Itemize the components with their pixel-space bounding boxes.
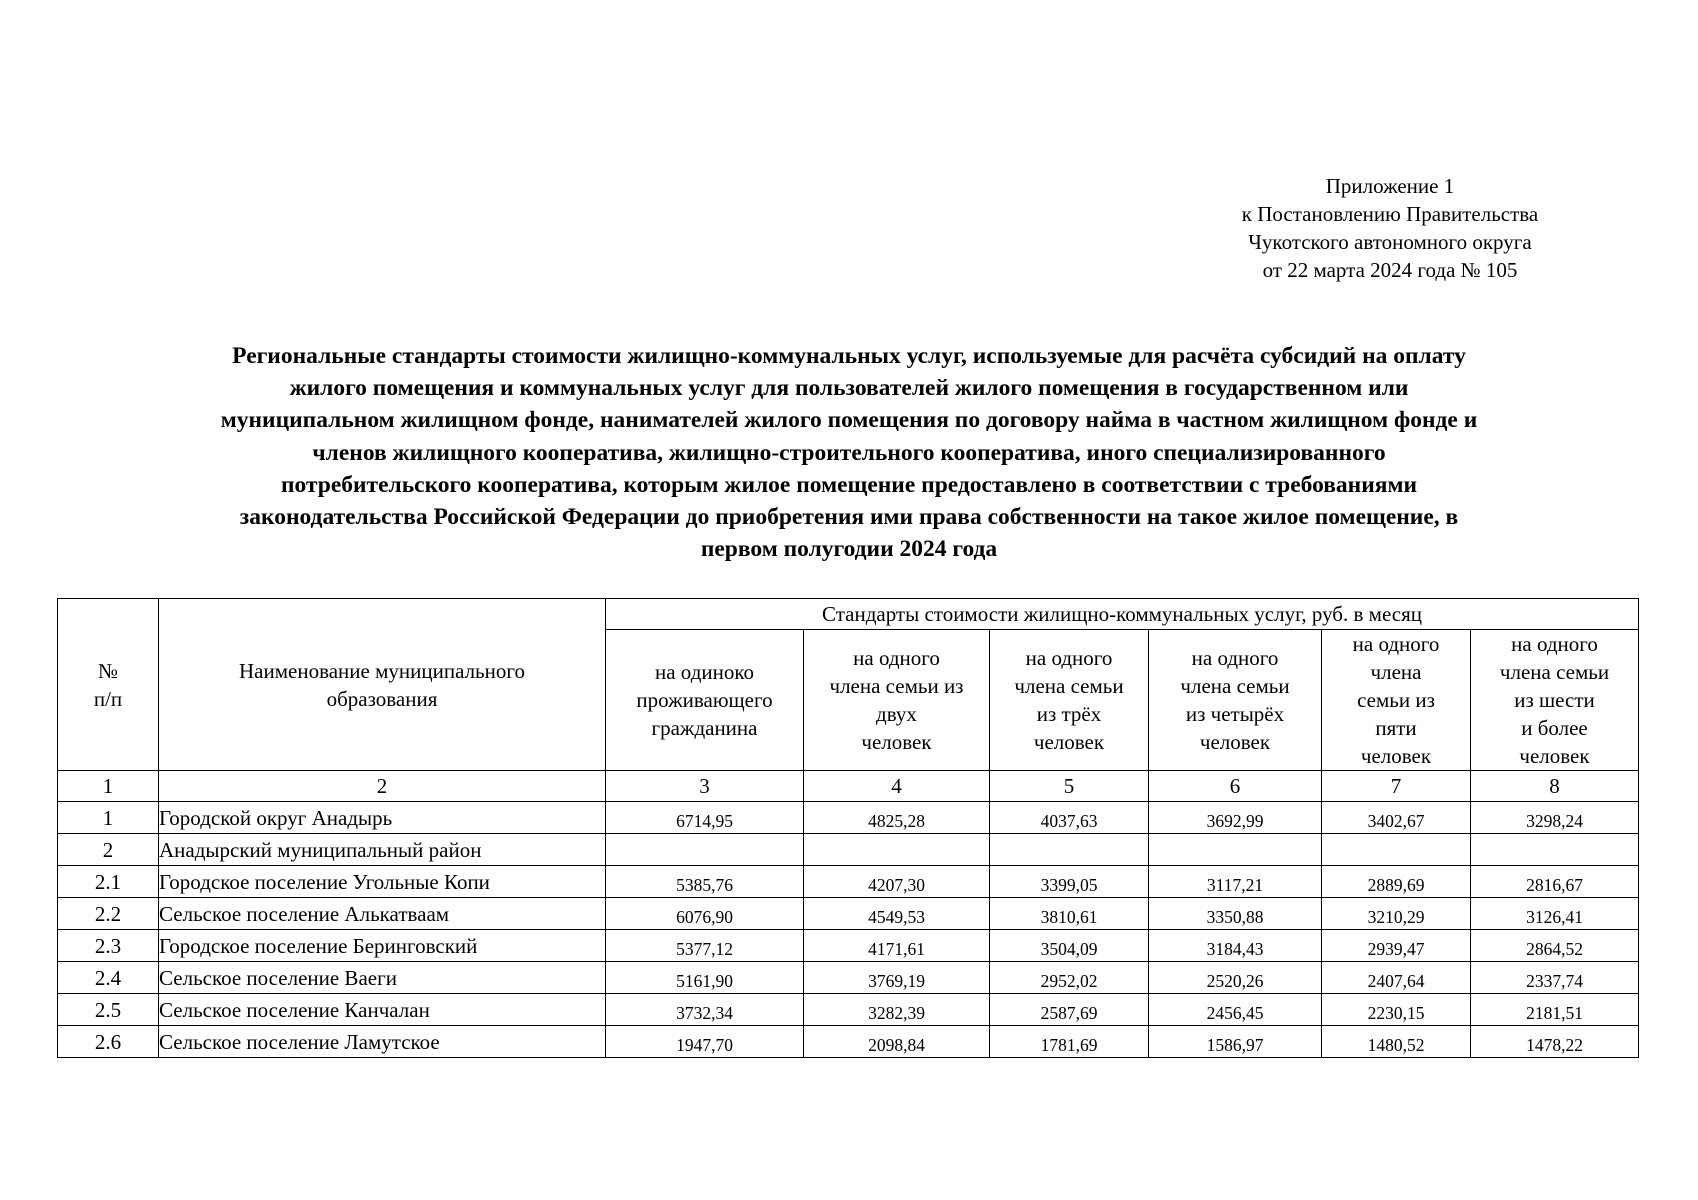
header-column-4 <box>804 630 990 771</box>
title-line: законодательства Российской Федерации до приобретения ими права собственности на такое жилое помещение, в <box>239 504 1459 531</box>
cost-value-cell: 2864,52 <box>1471 930 1639 962</box>
cost-value-cell: 3732,34 <box>606 994 804 1026</box>
header-column-text: на одного члена семьи из пяти человек <box>1352 632 1440 768</box>
row-number-cell: 2.3 <box>58 930 159 962</box>
cost-value-cell: 3810,61 <box>990 898 1149 930</box>
cost-value-cell: 3399,05 <box>990 866 1149 898</box>
header-column-8 <box>1471 630 1639 771</box>
header-column-6 <box>1149 630 1322 771</box>
header-name-text: Наименование муниципального образования <box>239 658 525 711</box>
cost-value-cell: 3692,99 <box>1149 802 1322 834</box>
municipality-name-cell: Анадырский муниципальный район <box>159 834 606 866</box>
cost-value-cell: 1947,70 <box>606 1026 804 1058</box>
cost-value-cell: 3282,39 <box>804 994 990 1026</box>
row-number-cell: 2.4 <box>58 962 159 994</box>
municipality-name-cell: Городское поселение Угольные Копи <box>159 866 606 898</box>
cost-value-cell: 4825,28 <box>804 802 990 834</box>
header-column-5 <box>990 630 1149 771</box>
header-column-text: на одиноко проживающего гражданина <box>636 660 773 740</box>
cost-value-cell: 2230,15 <box>1322 994 1471 1026</box>
title-line: потребительского кооператива, которым жилое помещение предоставлено в соответствии с требованиями <box>280 471 1418 498</box>
title-line: первом полугодии 2024 года <box>700 536 998 563</box>
cost-value-cell: 3402,67 <box>1322 802 1471 834</box>
cost-value-cell: 2456,45 <box>1149 994 1322 1026</box>
cost-value-cell: 3769,19 <box>804 962 990 994</box>
table-row <box>58 962 1639 994</box>
cost-value-cell <box>804 834 990 866</box>
appendix-line: Чукотского автономного округа <box>1248 230 1532 254</box>
cost-value-cell <box>1322 834 1471 866</box>
column-number-cell: 6 <box>1149 771 1322 802</box>
cost-value-cell: 4549,53 <box>804 898 990 930</box>
header-number <box>58 599 159 771</box>
appendix-line: к Постановлению Правительства <box>1241 202 1539 226</box>
row-number-cell: 2.5 <box>58 994 159 1026</box>
cost-value-cell: 5385,76 <box>606 866 804 898</box>
cost-value-cell: 3184,43 <box>1149 930 1322 962</box>
column-number-cell: 2 <box>159 771 606 802</box>
column-number-cell: 4 <box>804 771 990 802</box>
cost-value-cell: 3350,88 <box>1149 898 1322 930</box>
cost-value-cell: 1586,97 <box>1149 1026 1322 1058</box>
municipality-name-cell: Сельское поселение Канчалан <box>159 994 606 1026</box>
header-number-text: № п/п <box>93 658 123 711</box>
municipality-name-cell: Сельское поселение Алькатваам <box>159 898 606 930</box>
cost-value-cell <box>606 834 804 866</box>
municipality-name-cell: Городское поселение Беринговский <box>159 930 606 962</box>
table-row <box>58 866 1639 898</box>
column-number-cell: 3 <box>606 771 804 802</box>
cost-value-cell: 3298,24 <box>1471 802 1639 834</box>
cost-value-cell: 5161,90 <box>606 962 804 994</box>
header-column-3 <box>606 630 804 771</box>
cost-value-cell: 4171,61 <box>804 930 990 962</box>
cost-value-cell: 3126,41 <box>1471 898 1639 930</box>
header-column-text: на одного члена семьи из двух человек <box>829 646 964 754</box>
cost-value-cell: 4207,30 <box>804 866 990 898</box>
header-column-7 <box>1322 630 1471 771</box>
column-number-cell: 1 <box>58 771 159 802</box>
header-name <box>159 599 606 771</box>
cost-value-cell: 2587,69 <box>990 994 1149 1026</box>
document-title <box>60 340 1638 565</box>
appendix-block <box>1180 172 1600 284</box>
municipality-name-cell: Сельское поселение Ламутское <box>159 1026 606 1058</box>
cost-value-cell: 2407,64 <box>1322 962 1471 994</box>
title-line: муниципальном жилищном фонде, нанимателей жилого помещения по договору найма в частном жилищном фонде и <box>220 407 1478 434</box>
cost-value-cell <box>990 834 1149 866</box>
table-row <box>58 834 1639 866</box>
cost-value-cell: 3117,21 <box>1149 866 1322 898</box>
column-numbers-row <box>58 771 1639 802</box>
column-number-cell: 8 <box>1471 771 1639 802</box>
header-column-text: на одного члена семьи из шести и более человек <box>1499 632 1610 768</box>
title-line: жилого помещения и коммунальных услуг для пользователей жилого помещения в государственном или <box>289 375 1409 402</box>
row-number-cell: 2.2 <box>58 898 159 930</box>
cost-value-cell: 2952,02 <box>990 962 1149 994</box>
header-column-text: на одного члена семьи из четырёх человек <box>1180 646 1290 754</box>
cost-value-cell: 1478,22 <box>1471 1026 1639 1058</box>
table-row <box>58 994 1639 1026</box>
municipality-name-cell: Сельское поселение Ваеги <box>159 962 606 994</box>
cost-value-cell: 2520,26 <box>1149 962 1322 994</box>
cost-value-cell: 2816,67 <box>1471 866 1639 898</box>
table-row <box>58 930 1639 962</box>
cost-value-cell: 2889,69 <box>1322 866 1471 898</box>
cost-value-cell: 2939,47 <box>1322 930 1471 962</box>
cost-value-cell: 2098,84 <box>804 1026 990 1058</box>
cost-value-cell: 1781,69 <box>990 1026 1149 1058</box>
header-group-text: Стандарты стоимости жилищно-коммунальных услуг, руб. в месяц <box>821 602 1423 626</box>
title-line: Региональные стандарты стоимости жилищно-коммунальных услуг, используемые для расчёта субсидий на оплату <box>232 343 1466 369</box>
cost-value-cell: 4037,63 <box>990 802 1149 834</box>
cost-value-cell: 1480,52 <box>1322 1026 1471 1058</box>
row-number-cell: 2.1 <box>58 866 159 898</box>
row-number-cell: 2 <box>58 834 159 866</box>
appendix-line: Приложение 1 <box>1325 174 1455 198</box>
cost-value-cell: 6076,90 <box>606 898 804 930</box>
cost-value-cell <box>1471 834 1639 866</box>
cost-value-cell: 5377,12 <box>606 930 804 962</box>
municipality-name-cell: Городской округ Анадырь <box>159 802 606 834</box>
table-row <box>58 1026 1639 1058</box>
table-row <box>58 898 1639 930</box>
cost-value-cell: 6714,95 <box>606 802 804 834</box>
header-column-text: на одного члена семьи из трёх человек <box>1014 646 1124 754</box>
cost-value-cell: 2337,74 <box>1471 962 1639 994</box>
cost-value-cell: 3504,09 <box>990 930 1149 962</box>
row-number-cell: 1 <box>58 802 159 834</box>
column-number-cell: 7 <box>1322 771 1471 802</box>
row-number-cell: 2.6 <box>58 1026 159 1058</box>
header-group <box>606 599 1639 630</box>
appendix-line: от 22 марта 2024 года № 105 <box>1262 258 1518 282</box>
standards-table <box>57 598 1639 1058</box>
cost-value-cell: 3210,29 <box>1322 898 1471 930</box>
cost-value-cell: 2181,51 <box>1471 994 1639 1026</box>
cost-value-cell <box>1149 834 1322 866</box>
table-row <box>58 802 1639 834</box>
title-line: членов жилищного кооператива, жилищно-строительного кооператива, иного специализированного <box>312 439 1386 466</box>
column-number-cell: 5 <box>990 771 1149 802</box>
